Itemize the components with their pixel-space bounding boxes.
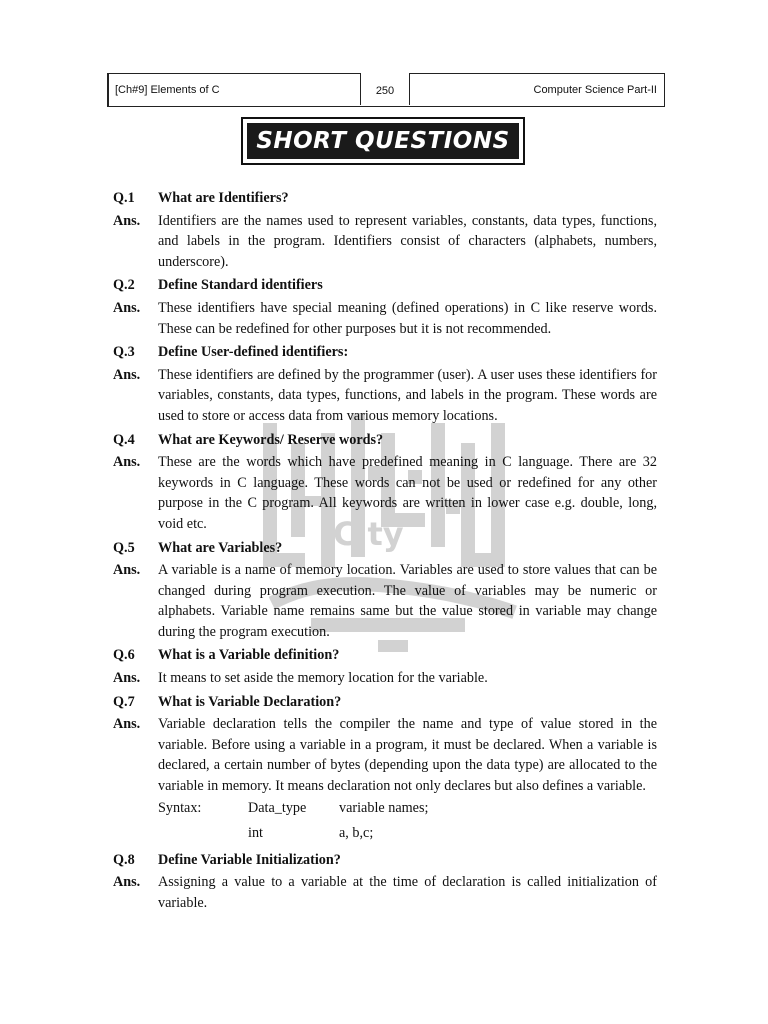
qa-item-3 — [113, 342, 657, 426]
syntax-type: Data_type — [248, 799, 307, 816]
question-text: What are Variables? — [158, 539, 283, 556]
qa-list — [113, 185, 657, 913]
section-title: SHORT QUESTIONS — [247, 123, 519, 159]
question-text: Define Variable Initialization? — [158, 851, 341, 868]
question-text: What are Identifiers? — [158, 190, 289, 206]
question-label: Q.6 — [113, 647, 135, 664]
question-label: Q.5 — [113, 539, 135, 556]
answer-label: Ans. — [113, 716, 141, 733]
answer-label: Ans. — [113, 562, 141, 579]
svg-text:City: City — [333, 515, 404, 553]
answer-label: Ans. — [113, 299, 141, 316]
question-label: Q.4 — [113, 431, 135, 448]
question-label: Q.2 — [113, 277, 135, 294]
question-text: What are Keywords/ Reserve words? — [158, 431, 384, 448]
qa-item-7 — [113, 692, 657, 847]
header-border-left — [107, 74, 109, 106]
answer-label: Ans. — [113, 366, 141, 383]
header-border-right — [664, 74, 666, 106]
example-names: a, b,c; — [339, 824, 374, 841]
answer-text: These identifiers have special meaning (defined operations) in C like reserve words. These can be redefined for other purposes but it is not recommended. — [158, 299, 657, 337]
page-header — [107, 73, 665, 107]
question-label: Q.7 — [113, 693, 135, 710]
answer-label: Ans. — [113, 874, 141, 891]
syntax-names: variable names; — [339, 799, 429, 816]
qa-item-1 — [113, 188, 657, 272]
section-title-box — [241, 117, 525, 165]
question-text: Define Standard identifiers — [158, 277, 323, 294]
question-text: What is a Variable definition? — [158, 647, 340, 664]
page-number: 250 — [375, 84, 395, 97]
answer-label: Ans. — [113, 454, 141, 471]
qa-item-8 — [113, 850, 657, 914]
syntax-row-2 — [158, 825, 657, 847]
question-text: What is Variable Declaration? — [158, 693, 342, 710]
qa-item-4 — [113, 430, 657, 535]
question-label: Q.1 — [113, 190, 135, 206]
book-title: Computer Science Part-II — [533, 84, 657, 96]
answer-label: Ans. — [113, 212, 141, 229]
syntax-label: Syntax: — [158, 799, 202, 816]
question-label: Q.3 — [113, 344, 135, 361]
answer-text: Assigning a value to a variable at the time of declaration is called initialization of variable. — [158, 874, 657, 911]
chapter-title: [Ch#9] Elements of C — [115, 84, 220, 96]
question-label: Q.8 — [113, 851, 135, 868]
answer-text: These are the words which have predefined meaning in C language. There are 32 keywords in C language. These words can not be used or redefined for any other purpose in the C program. All keywords are written in lower case e.g. double, long, void etc. — [158, 454, 657, 532]
answer-text: These identifiers are defined by the programmer (user). A user uses these identifiers for variables, constants, data types, functions, and labels in the program. These words are used to store or access data from various memory locations. — [158, 366, 657, 424]
question-text: Define User-defined identifiers: — [158, 344, 349, 361]
example-type: int — [248, 824, 263, 841]
qa-item-2 — [113, 275, 657, 339]
qa-item-5 — [113, 538, 657, 643]
page-number-box — [360, 73, 410, 105]
answer-label: Ans. — [113, 670, 141, 687]
syntax-row-1 — [158, 800, 657, 822]
qa-item-6 — [113, 645, 657, 688]
answer-text: Identifiers are the names used to represent variables, constants, data types, functions, and labels in the program. Identifiers consist of characters (alphabets, numbers, underscore). — [158, 212, 657, 270]
answer-text: A variable is a name of memory location. Variables are used to store values that can be changed during program execution. The value of variables may be numeric or alphabets. Variable name remains same but the value stored in variable may change during the program execution. — [158, 562, 657, 640]
answer-text: It means to set aside the memory location for the variable. — [158, 670, 488, 687]
answer-text: Variable declaration tells the compiler the name and type of value stored in the variable. Before using a variable in a program, it must be declared. When a variable is declared, a certain number of bytes (depending upon the data type) are allocated to the variable in memory. It means declaration not only declares but also defines a variable. — [158, 716, 657, 795]
